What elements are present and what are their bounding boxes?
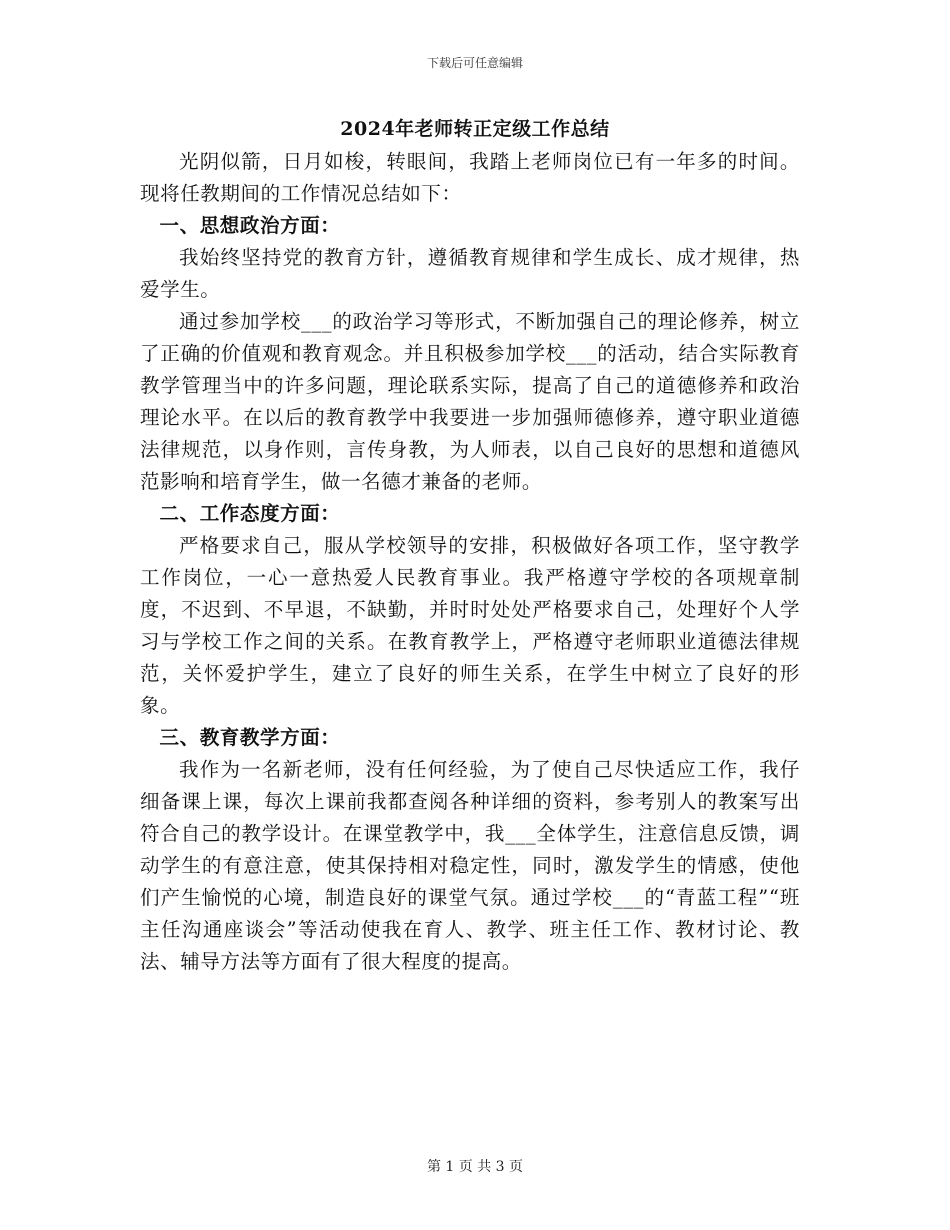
section-heading-politics: 一、思想政治方面： [159, 214, 341, 237]
page-footer: 第 1 页 共 3 页 [426, 1159, 524, 1175]
section-heading-teaching: 三、教育教学方面： [159, 726, 341, 749]
document-title: 2024年老师转正定级工作总结 [340, 118, 610, 140]
section-heading-attitude: 二、工作态度方面： [159, 502, 341, 525]
document-body [140, 146, 800, 978]
intro-paragraph: 光阴似箭，日月如梭，转眼间，我踏上老师岗位已有一年多的时间。现将任教期间的工作情况总结如下： [140, 150, 800, 205]
header-note: 下载后可任意编辑 [426, 56, 523, 70]
section-paragraph: 严格要求自己，服从学校领导的安排，积极做好各项工作，坚守教学工作岗位，一心一意热爱人民教育事业。我严格遵守学校的各项规章制度，不迟到、不早退，不缺勤，并时时处处严格要求自己，处理好个人学习与学校工作之间的关系。在教育教学上，严格遵守老师职业道德法律规范，关怀爱护学生，建立了良好的师生关系，在学生中树立了良好的形象。 [140, 534, 800, 717]
section-paragraph: 我始终坚持党的教育方针，遵循教育规律和学生成长、成才规律，热爱学生。 [140, 246, 800, 301]
section-paragraph: 我作为一名新老师，没有任何经验，为了使自己尽快适应工作，我仔细备课上课，每次上课前我都查阅各种详细的资料，参考别人的教案写出符合自己的教学设计。在课堂教学中，我___全体学生，注意信息反馈，调动学生的有意注意，使其保持相对稳定性，同时，激发学生的情感，使他们产生愉悦的心境，制造良好的课堂气氛。通过学校___的“青蓝工程”“班主任沟通座谈会”等活动使我在育人、教学、班主任工作、教材讨论、教法、辅导方法等方面有了很大程度的提高。 [140, 758, 800, 973]
section-paragraph: 通过参加学校___的政治学习等形式，不断加强自己的理论修养，树立了正确的价值观和教育观念。并且积极参加学校___的活动，结合实际教育教学管理当中的许多问题，理论联系实际，提高了自己的道德修养和政治理论水平。在以后的教育教学中我要进一步加强师德修养，遵守职业道德法律规范，以身作则，言传身教，为人师表，以自己良好的思想和道德风范影响和培育学生，做一名德才兼备的老师。 [140, 310, 800, 493]
